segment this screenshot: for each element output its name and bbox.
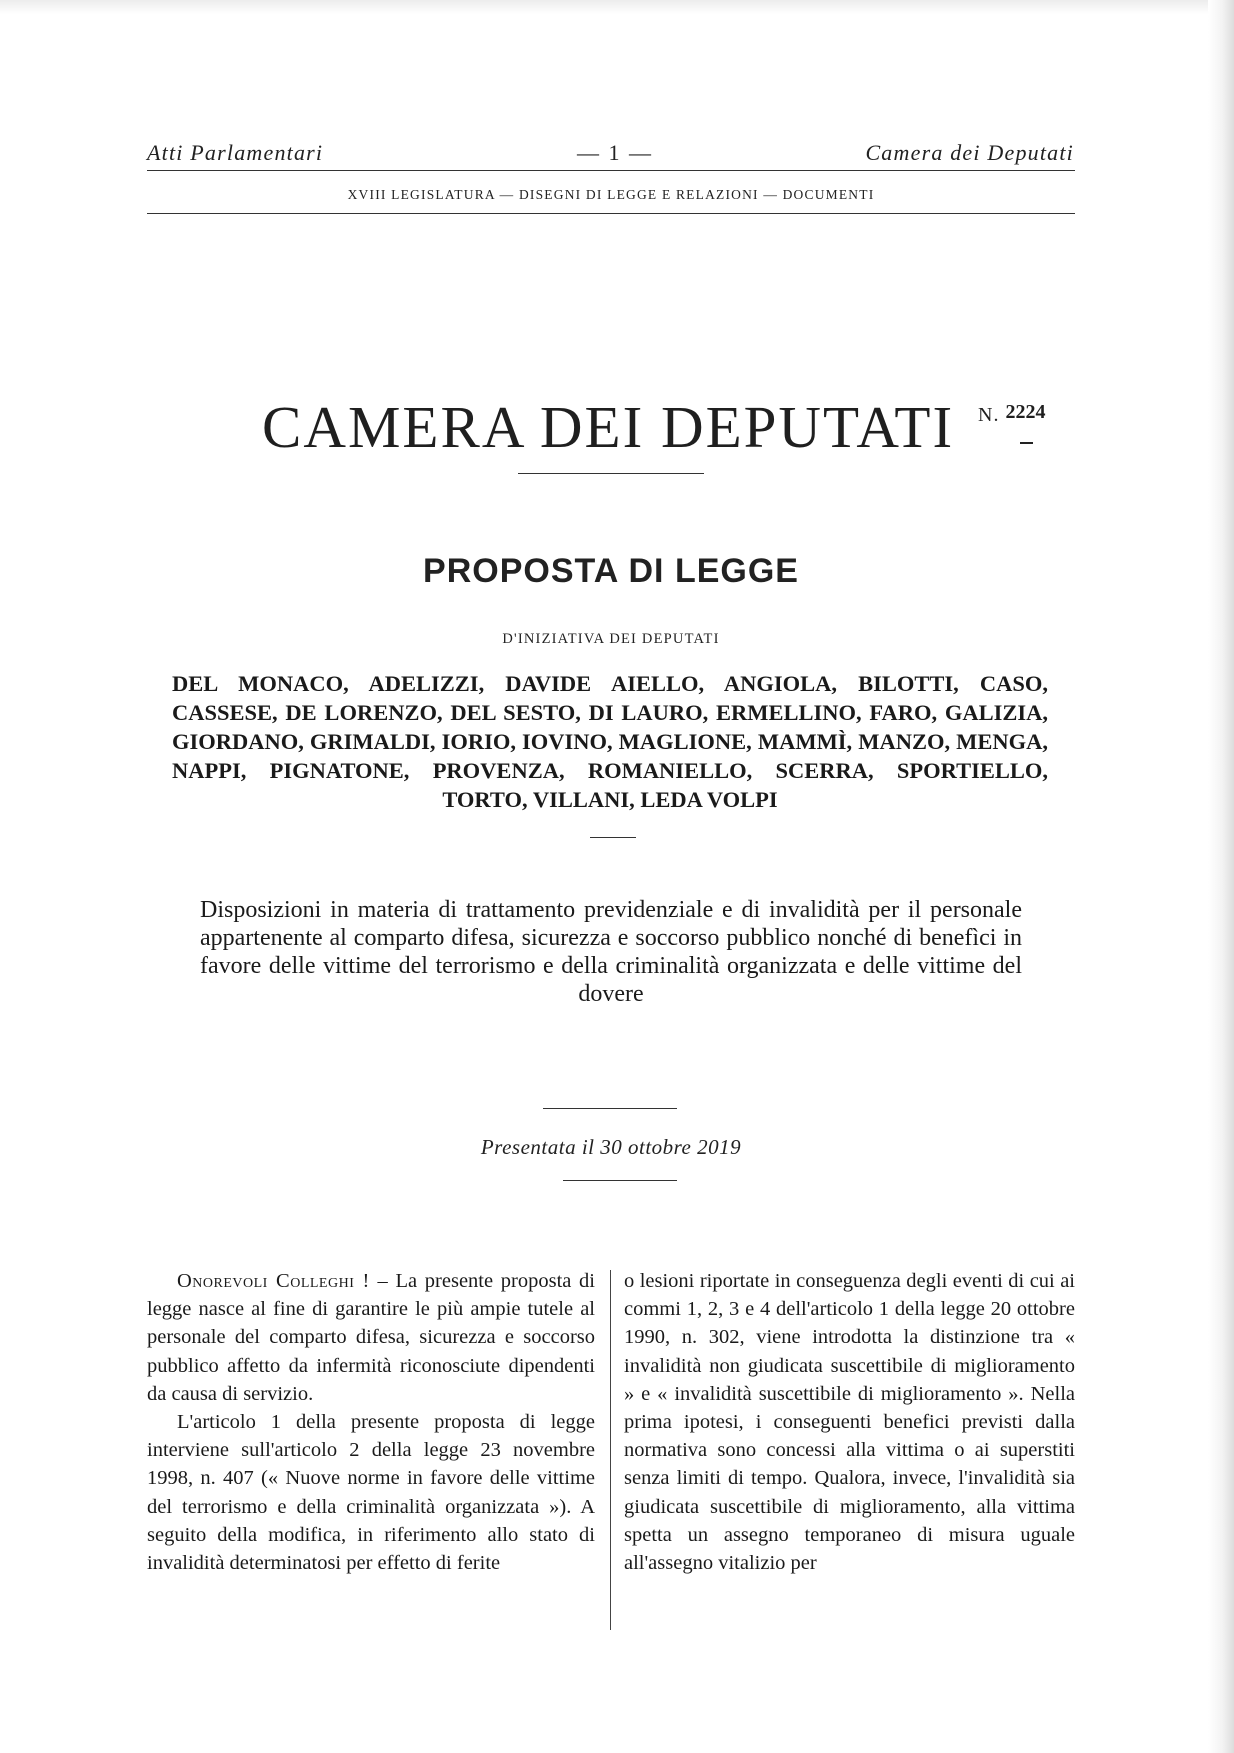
header-rule-bottom xyxy=(147,213,1075,214)
bill-type-heading: PROPOSTA DI LEGGE xyxy=(423,552,799,590)
header-left-title: Atti Parlamentari xyxy=(147,140,324,165)
presented-rule-bottom xyxy=(563,1180,677,1181)
body-paragraph xyxy=(147,1267,595,1408)
deputies-rule xyxy=(590,837,636,838)
header-right-title: Camera dei Deputati xyxy=(865,140,1074,165)
legislature-line: XVIII LEGISLATURA — DISEGNI DI LEGGE E RELAZIONI — DOCUMENTI xyxy=(347,187,875,202)
body-column-right xyxy=(624,1267,1075,1577)
initiative-line: D'INIZIATIVA DEI DEPUTATI xyxy=(502,631,720,647)
chamber-title: CAMERA DEI DEPUTATI xyxy=(262,394,955,460)
page-edge-shadow xyxy=(1208,0,1234,1753)
bill-number-dash xyxy=(1020,442,1033,444)
presented-rule-top xyxy=(543,1108,677,1109)
salutation: Onorevoli Colleghi ! xyxy=(177,1270,370,1292)
bill-number-label: N. xyxy=(978,404,1000,426)
bill-number-value: 2224 xyxy=(1005,401,1046,423)
body-paragraph: o lesioni riportate in conseguenza degli eventi di cui ai commi 1, 2, 3 e 4 dell'articolo 1 della legge 20 ottobre 1990, n. 302, viene introdotta la distinzione tra « invalidità non giudicata suscettibile di miglioramento » e « invalidità suscettibile di miglioramento ». Nella prima ipotesi, i conseguenti benefici previsti dalla normativa sono concessi alla vittima o ai superstiti senza limiti di tempo. Qualora, invece, l'invalidità sia giudicata suscettibile di miglioramento, alla vittima spetta un assegno temporaneo di misura uguale all'assegno vitalizio per xyxy=(624,1270,1075,1575)
body-text: – La presente proposta di legge nasce al fine di garantire le più ampie tutele al personale del comparto difesa, sicurezza e soccorso pubblico affetto da infermità riconosciute dipendenti da causa di servizio. xyxy=(147,1270,596,1405)
presentation-date: Presentata il 30 ottobre 2019 xyxy=(480,1135,742,1159)
body-paragraph: L'articolo 1 della presente proposta di legge interviene sull'articolo 2 della legge 23 novembre 1998, n. 407 (« Nuove norme in favore delle vittime del terrorismo e della criminalità organizzata »). A seguito della modifica, in riferimento allo stato di invalidità determinatosi per effetto di ferite xyxy=(147,1411,595,1575)
deputies-list: DEL MONACO, ADELIZZI, DAVIDE AIELLO, ANGIOLA, BILOTTI, CASO, CASSESE, DE LORENZO, DEL SESTO, DI LAURO, ERMELLINO, FARO, GALIZIA, GIORDANO, GRIMALDI, IORIO, IOVINO, MAGLIONE, MAMMÌ, MANZO, MENGA, NAPPI, PIGNATONE, PROVENZA, ROMANIELLO, SCERRA, SPORTIELLO, TORTO, VILLANI, LEDA VOLPI xyxy=(172,671,1048,812)
bill-number xyxy=(978,401,1046,427)
column-separator xyxy=(610,1270,611,1630)
header-rule-top xyxy=(147,170,1075,171)
page-number: — 1 — xyxy=(577,140,653,165)
page-top-shadow xyxy=(0,0,1234,14)
bill-title: Disposizioni in materia di trattamento previdenziale e di invalidità per il personale appartenente al comparto difesa, sicurezza e soccorso pubblico nonché di benefìci in favore delle vittime del terrorismo e della criminalità organizzata e delle vittime del dovere xyxy=(200,897,1022,1007)
body-column-left xyxy=(147,1267,595,1577)
masthead-rule xyxy=(518,473,704,474)
